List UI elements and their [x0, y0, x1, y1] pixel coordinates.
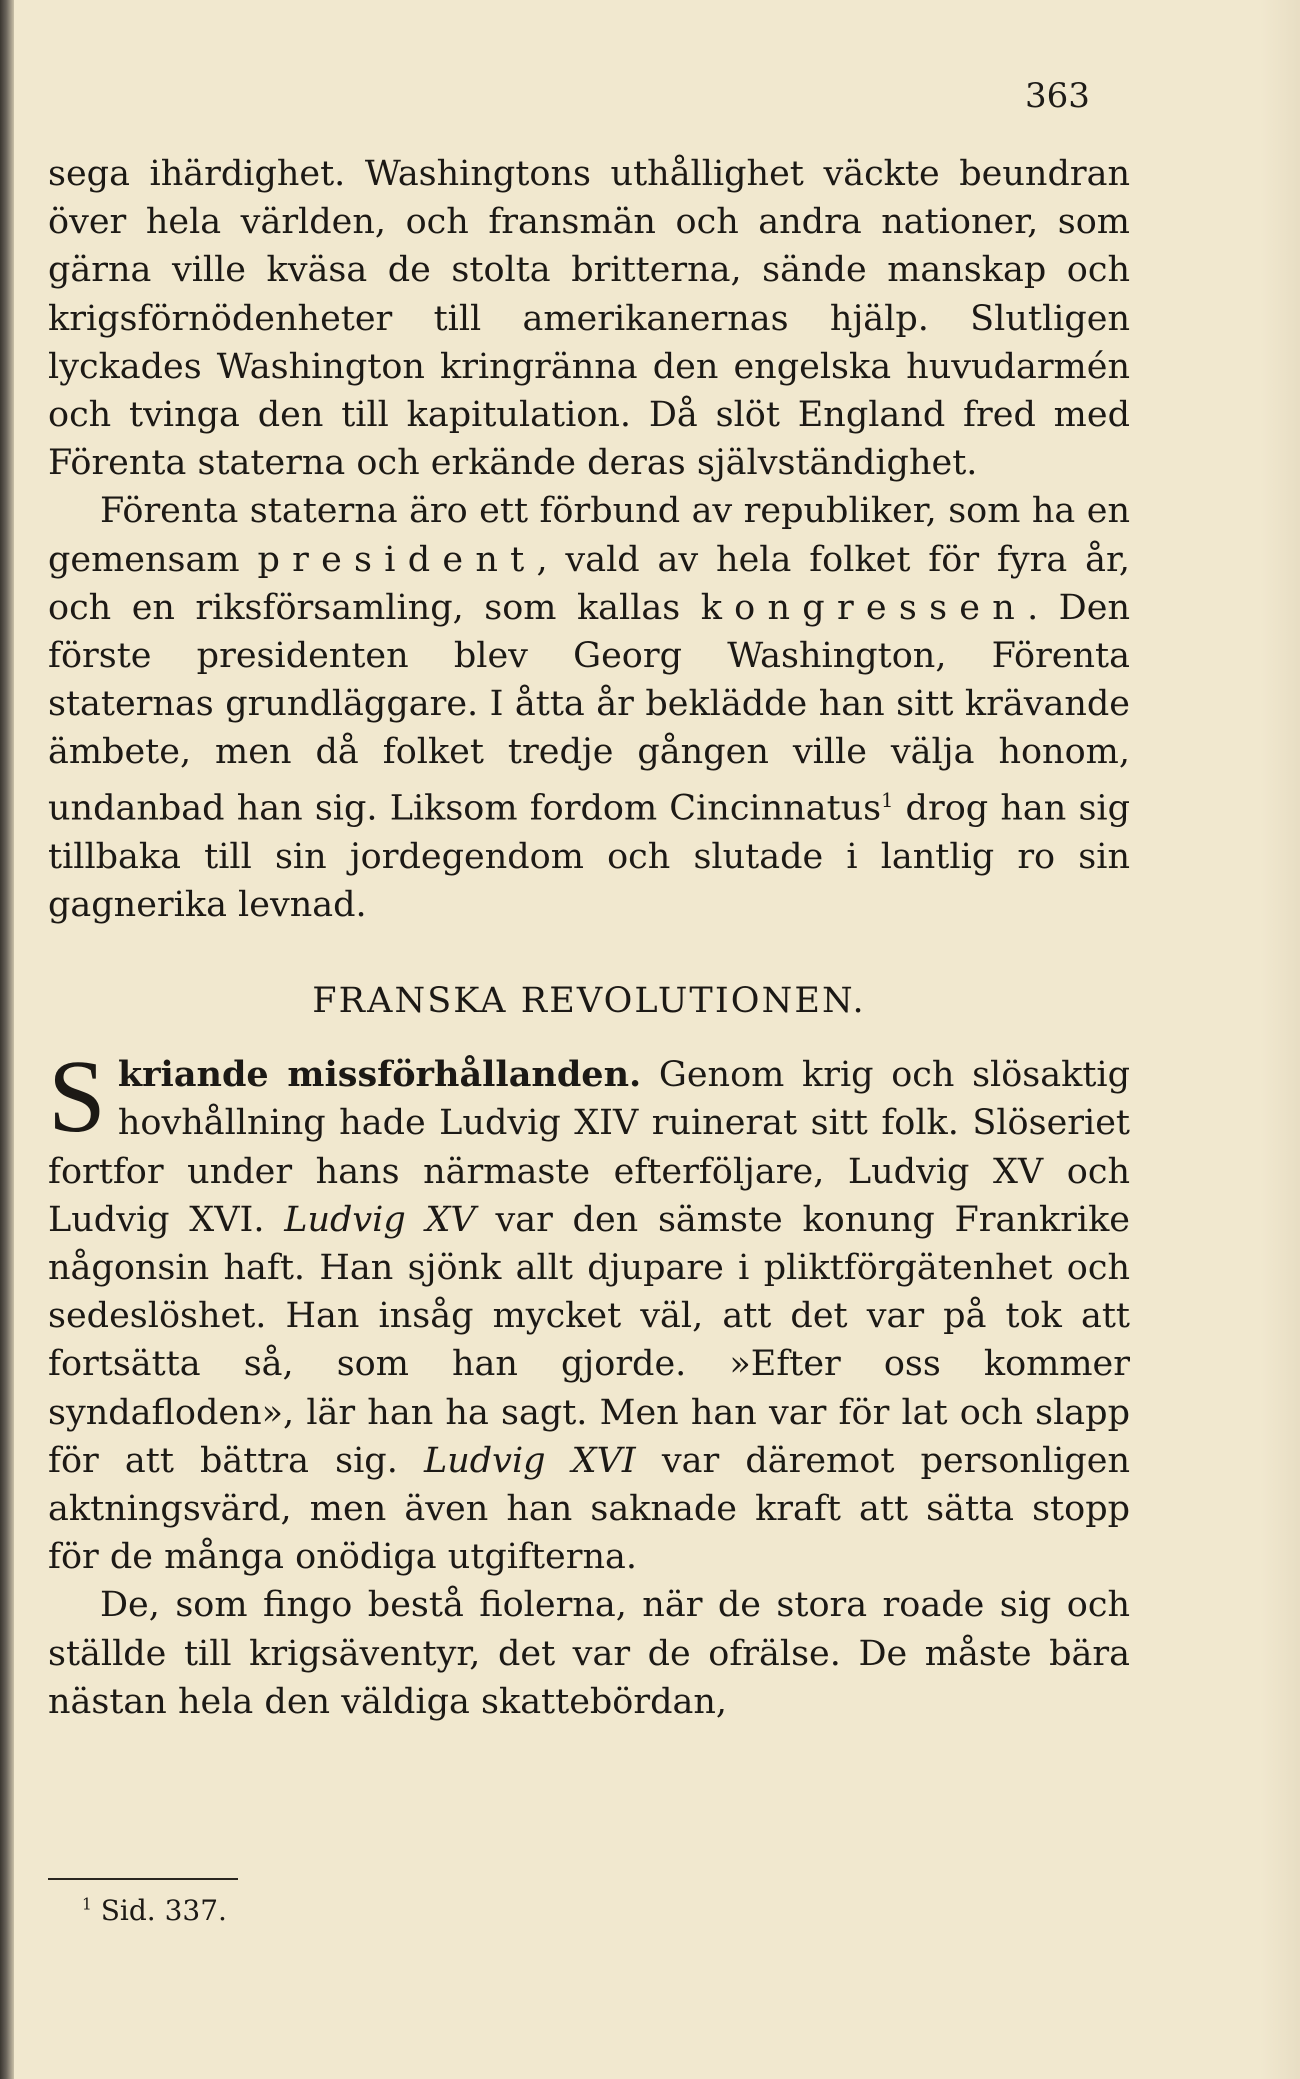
spaced-term-president: president	[257, 539, 537, 580]
footnote	[82, 1894, 227, 1927]
footnote-divider	[48, 1878, 238, 1880]
paragraph-missforhallanden	[48, 1039, 1130, 1581]
binding-edge	[0, 0, 14, 2079]
body-text	[48, 150, 1130, 1726]
lead-in: kriande missförhållanden.	[117, 1054, 642, 1096]
text-run: Förenta staterna äro ett förbund av republiker, som ha en gemensam	[48, 491, 1130, 580]
paragraph-washington: sega ihärdighet. Washingtons uthållighet väckte beundran över hela världen, och fransmän och andra nationer, som gärna ville kväsa de stolta britterna, sände manskap och krigsförnödenheter till amerikanernas hjälp. Slutligen lyckades Washington kringränna den engelska huvudarmén och tvinga den till kapitulation. Då slöt England fred med Förenta staterna och erkände deras självständighet.	[48, 154, 1130, 484]
section-heading: FRANSKA REVOLUTIONEN.	[312, 980, 866, 1021]
text-run: drog han sig tillbaka till sin jordegendom och slutade i lantlig ro sin gagnerika levnad.	[48, 788, 1131, 925]
text-run: . Den förste presidenten blev Georg Washington, Förenta staternas grundläggare. I åtta år beklädde han sitt krävande ämbete, men då folket tredje gången ville välja honom, undanbad han sig. Liksom fordom Cincinnatus	[48, 587, 1130, 829]
text-run: , vald av hela folket för fyra år, och en riksförsamling, som kallas	[48, 539, 1130, 628]
footnote-marker: 1	[82, 1895, 92, 1914]
page-margin-shade	[1260, 0, 1300, 2079]
footnote-reference: 1	[881, 788, 894, 812]
paragraph-forenta-staterna	[48, 487, 1130, 928]
page-number: 363	[1025, 76, 1090, 116]
drop-cap: S	[48, 1039, 106, 1155]
text-run: var den sämste konung Frankrike någonsin haft. Han sjönk allt djupare i pliktförgätenhet och sedeslöshet. Han insåg mycket väl, att det var på tok att fortsätta så, som han gjorde. »Efter oss kommer syndafloden», lär han ha sagt. Men han var för lat och slapp för att bättra sig.	[48, 1199, 1130, 1481]
paragraph-ofralse: De, som fingo bestå fiolerna, när de stora roade sig och ställde till krigsäventyr, det var de ofrälse. De måste bära nästan hela den väldiga skattebördan,	[48, 1585, 1130, 1722]
spaced-term-kongressen: kongressen	[700, 587, 1028, 628]
text-run: var däremot personligen aktningsvärd, men även han saknade kraft att sätta stopp för de många onödiga utgifterna.	[48, 1440, 1130, 1578]
footnote-text: Sid. 337.	[100, 1894, 227, 1927]
italic-name: Ludvig XV	[284, 1199, 476, 1240]
italic-name: Ludvig XVI	[423, 1440, 636, 1481]
text-run: Genom krig och slösaktig hovhållning hade Ludvig XIV ruinerat sitt folk. Slöseriet fortfor under hans närmaste efterföljare, Ludvig XV och Ludvig XVI.	[48, 1055, 1130, 1240]
